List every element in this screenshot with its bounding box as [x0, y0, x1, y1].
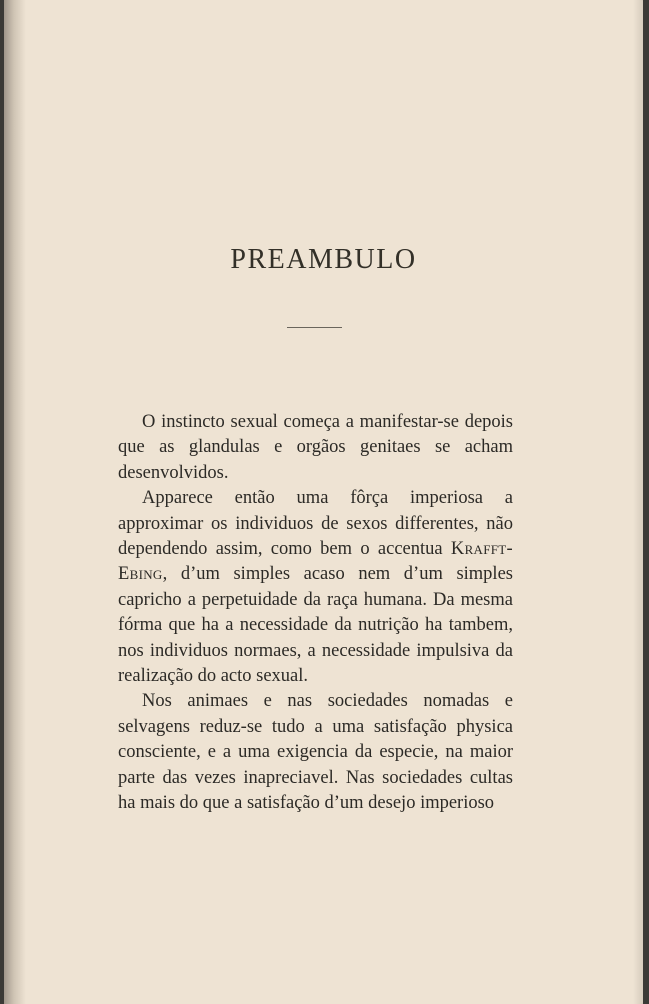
paragraph-3	[118, 689, 513, 816]
paragraph-1	[118, 410, 513, 486]
paragraph-2-text-before: Apparece então uma fôrça imperiosa a approximar os individuos de sexos differentes, não dependendo assim, como bem o accentua	[118, 488, 513, 560]
book-page	[4, 0, 643, 1004]
paragraph-1-text: O instincto sexual começa a manifestar-se depois que as glandulas e orgãos genitaes se acham desenvolvidos.	[118, 412, 513, 483]
paragraph-2-text-after: , d’um simples acaso nem d’um simples capricho a perpetuidade da raça humana. Da mesma fórma que ha a necessidade da nutrição ha tambem, nos individuos normaes, a necessidade impulsiva da realização do acto sexual.	[118, 564, 513, 687]
heading-divider	[287, 327, 342, 328]
chapter-heading: PREAMBULO	[230, 244, 417, 275]
page-edge	[633, 0, 643, 1004]
author-name: Krafft-Ebing	[118, 539, 513, 585]
binding-shadow	[4, 0, 26, 1004]
paragraph-2	[118, 486, 513, 689]
body-text	[118, 410, 513, 817]
paragraph-3-text: Nos animaes e nas sociedades nomadas e selvagens reduz-se tudo a uma satisfação physica consciente, e a uma exigencia da especie, na maior parte das vezes inapreciavel. Nas sociedades cultas ha mais do que a satisfação d’um desejo imperioso	[118, 691, 513, 814]
